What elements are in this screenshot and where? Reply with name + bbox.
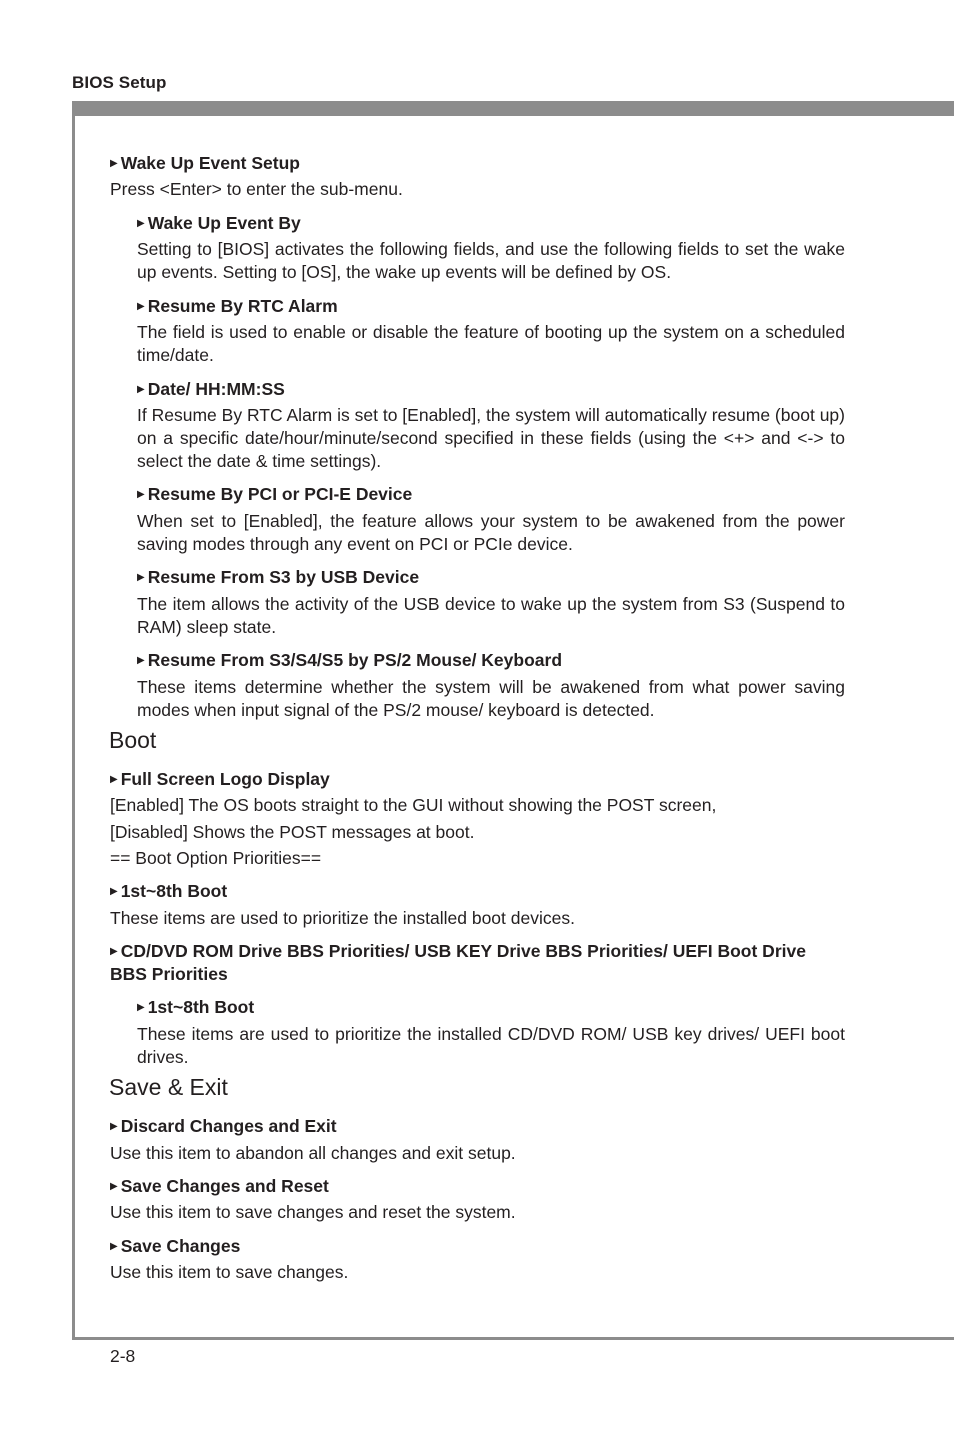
item-title: Save Changes and Reset	[120, 1176, 329, 1196]
item-resume-by-rtc-alarm	[137, 296, 338, 317]
triangle-right-icon: ▶	[110, 774, 118, 785]
triangle-right-icon: ▶	[110, 158, 118, 169]
item-title: Resume By PCI or PCI-E Device	[147, 484, 413, 504]
item-title: Resume From S3/S4/S5 by PS/2 Mouse/ Keyboard	[147, 650, 563, 670]
triangle-right-icon: ▶	[137, 572, 145, 583]
item-description: These items determine whether the system will be awakened from what power saving modes when input signal of the PS/2 mouse/ keyboard is detected.	[137, 677, 845, 720]
item-save-changes-reset	[110, 1176, 329, 1197]
item-date-hhmmss	[137, 379, 285, 400]
option-enabled-line: [Enabled] The OS boots straight to the GUI without showing the POST screen,	[110, 795, 717, 815]
item-description: If Resume By RTC Alarm is set to [Enabled], the system will automatically resume (boot up) on a specific date/hour/minute/second specified in these fields (using the <+> and <-> to select the date & time settings).	[137, 405, 845, 471]
item-title: Wake Up Event Setup	[120, 153, 300, 173]
item-resume-s3s4s5-ps2	[137, 650, 562, 671]
section-heading-save-exit: Save & Exit	[109, 1074, 228, 1100]
option-disabled-line: [Disabled] Shows the POST messages at boot.	[110, 822, 475, 842]
boot-option-priorities-label: == Boot Option Priorities==	[110, 848, 322, 868]
item-description: Use this item to abandon all changes and exit setup.	[110, 1143, 516, 1163]
frame-bottom-bar	[72, 1337, 954, 1340]
triangle-right-icon: ▶	[110, 1241, 118, 1252]
item-description: The field is used to enable or disable the feature of booting up the system on a scheduled time/date.	[137, 322, 845, 365]
item-description: These items are used to prioritize the installed CD/DVD ROM/ USB key drives/ UEFI boot drives.	[137, 1024, 845, 1067]
item-discard-changes-exit	[110, 1116, 337, 1137]
item-description: Use this item to save changes.	[110, 1262, 349, 1282]
item-description: When set to [Enabled], the feature allows your system to be awakened from the power saving modes through any event on PCI or PCIe device.	[137, 511, 845, 554]
page-number: 2-8	[110, 1346, 136, 1366]
item-title-line1: CD/DVD ROM Drive BBS Priorities/ USB KEY Drive BBS Priorities/ UEFI Boot Drive	[120, 941, 806, 961]
triangle-right-icon: ▶	[110, 1181, 118, 1192]
item-bbs-priorities-line2: BBS Priorities	[110, 964, 228, 984]
item-title: Resume By RTC Alarm	[147, 296, 338, 316]
item-1st-8th-boot	[110, 881, 227, 902]
item-wake-up-event-by	[137, 213, 301, 234]
item-wake-up-event-setup	[110, 153, 300, 174]
triangle-right-icon: ▶	[110, 886, 118, 897]
frame-left-bar	[72, 101, 75, 1340]
triangle-right-icon: ▶	[137, 489, 145, 500]
triangle-right-icon: ▶	[137, 1002, 145, 1013]
header-title: BIOS Setup	[72, 73, 167, 92]
triangle-right-icon: ▶	[137, 655, 145, 666]
frame-top-bar	[72, 101, 954, 116]
item-bbs-1st-8th-boot	[137, 997, 254, 1018]
item-title: 1st~8th Boot	[120, 881, 228, 901]
item-title: Wake Up Event By	[147, 213, 301, 233]
item-full-screen-logo	[110, 769, 330, 790]
item-bbs-priorities	[110, 941, 806, 962]
item-title: Save Changes	[120, 1236, 241, 1256]
item-description: Use this item to save changes and reset the system.	[110, 1202, 516, 1222]
item-description: These items are used to prioritize the installed boot devices.	[110, 908, 575, 928]
item-resume-by-pci	[137, 484, 412, 505]
triangle-right-icon: ▶	[110, 1121, 118, 1132]
item-title: Date/ HH:MM:SS	[147, 379, 285, 399]
triangle-right-icon: ▶	[137, 301, 145, 312]
item-title: Resume From S3 by USB Device	[147, 567, 420, 587]
section-heading-boot: Boot	[109, 727, 157, 753]
item-description: Press <Enter> to enter the sub-menu.	[110, 179, 403, 199]
item-description: The item allows the activity of the USB device to wake up the system from S3 (Suspend to RAM) sleep state.	[137, 594, 845, 637]
item-title: Discard Changes and Exit	[120, 1116, 337, 1136]
triangle-right-icon: ▶	[137, 218, 145, 229]
item-title: 1st~8th Boot	[147, 997, 255, 1017]
triangle-right-icon: ▶	[110, 946, 118, 957]
item-description: Setting to [BIOS] activates the following fields, and use the following fields to set the wake up events. Setting to [OS], the wake up events will be defined by OS.	[137, 239, 845, 282]
item-save-changes	[110, 1236, 240, 1257]
item-title: Full Screen Logo Display	[120, 769, 330, 789]
item-resume-s3-usb	[137, 567, 419, 588]
triangle-right-icon: ▶	[137, 384, 145, 395]
